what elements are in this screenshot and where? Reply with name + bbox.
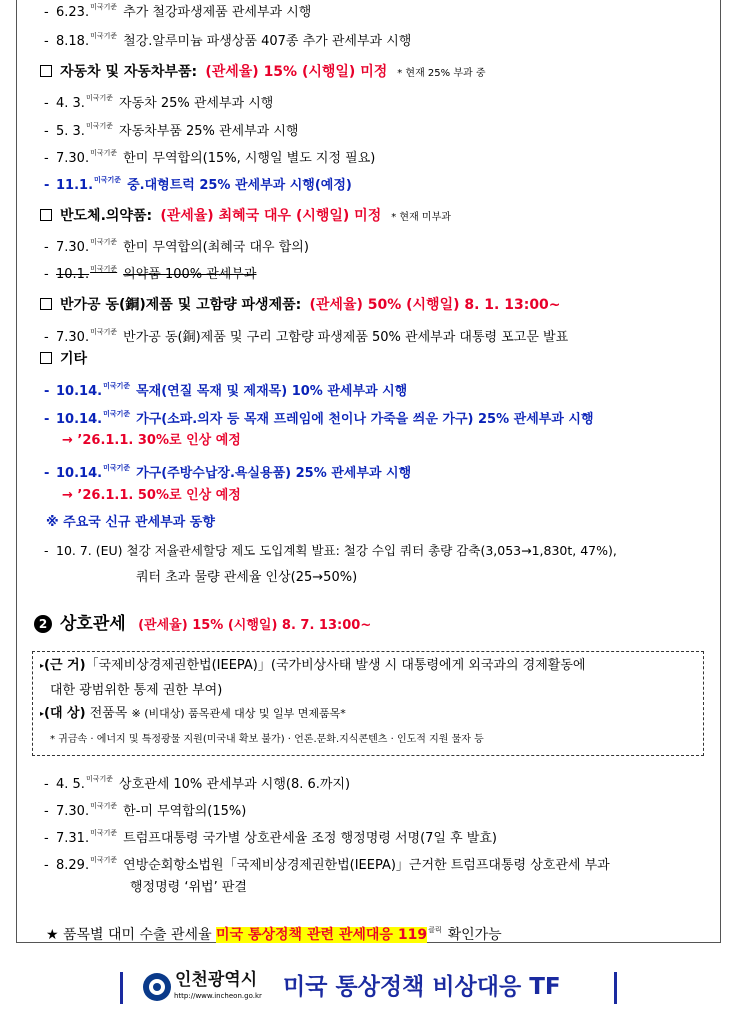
footer-bar-left	[120, 972, 123, 1004]
star-note: ★ 품목별 대미 수출 관세율 미국 통상정책 관련 관세대응 $119^{클릭}$ 확인가능	[46, 926, 502, 943]
list-item: - 7.30.$^{미국기준}$ 한미 무역합의(최혜국 대우 합의)	[44, 238, 309, 255]
list-item: - 10.1.$^{미국기준}$ 의약품 100% 관세부과	[44, 265, 257, 282]
footer-bar-right	[614, 972, 617, 1004]
list-item: - 10. 7. (EU) 철강 저율관세할당 제도 도입계획 발표: 철강 수입 쿼터 총량 감축(3,053→1,830t, 47%),	[44, 543, 617, 558]
list-item: - 10.14.$^{미국기준}$ 가구(주방수납장.욕실용품) 25% 관세부과 시행	[44, 464, 412, 481]
list-item-continuation: 쿼터 초과 물량 관세율 인상(25→50%)	[136, 570, 358, 585]
list-item: - 4. 5.$^{미국기준}$ 상호관세 10% 관세부과 시행(8. 6.까지)	[44, 775, 351, 792]
list-item: - 7.30.$^{미국기준}$ 한미 무역합의(15%, 시행일 별도 지정 필요)	[44, 149, 376, 166]
footer-banner	[0, 960, 739, 1018]
list-item: - 6.23.$^{미국기준}$ 추가 철강파생제품 관세부과 시행	[44, 3, 312, 20]
tariff-119-link[interactable]: 미국 통상정책 관련 관세대응 119	[216, 927, 428, 943]
target-line: ▸(대 상) 전품목 ※ (비대상) 품목관세 대상 및 일부 면제품목*	[40, 706, 346, 721]
list-item: - 8.29.$^{미국기준}$ 연방순회항소법원「국제비상경제권한법(IEEPA)」근거한 트럼프대통령 상호관세 부과	[44, 856, 610, 873]
org-name: 인천광역시	[175, 970, 258, 990]
section-heading-auto: 자동차 및 자동차부품: (관세율) 15% (시행일) 미정 * 현재 25% 부과 중	[40, 63, 486, 83]
list-item-note: → ’26.1.1. 30%로 인상 예정	[62, 433, 241, 448]
checkbox-square-icon	[40, 209, 52, 221]
incheon-logo-icon	[143, 973, 171, 1001]
list-item-note: → ’26.1.1. 50%로 인상 예정	[62, 488, 241, 503]
exempt-list: * 귀금속 · 에너지 및 특정광물 지원(미국내 확보 불가) · 언론.문화.지식콘텐츠 · 인도적 지원 물자 등	[50, 734, 484, 745]
basis-line-continuation: 대한 광범위한 통제 권한 부여)	[50, 683, 223, 698]
list-item: - 8.18.$^{미국기준}$ 철강.알루미늄 파생상품 407종 추가 관세부과 시행	[44, 32, 412, 49]
org-url: http://www.incheon.go.kr	[174, 992, 262, 1000]
list-item-continuation: 행정명령 ‘위법’ 판결	[130, 880, 247, 895]
section-heading-reciprocal: 2 상호관세 (관세율) 15% (시행일) 8. 7. 13:00~	[34, 613, 371, 637]
list-item: - 10.14.$^{미국기준}$ 목재(연질 목재 및 제재목) 10% 관세부과 시행	[44, 382, 408, 399]
list-item: - 4. 3.$^{미국기준}$ 자동차 25% 관세부과 시행	[44, 94, 274, 111]
list-item: - 7.30.$^{미국기준}$ 한-미 무역합의(15%)	[44, 802, 247, 819]
checkbox-square-icon	[40, 65, 52, 77]
section-heading-copper: 반가공 동(銅)제품 및 고함량 파생제품: (관세율) 50% (시행일) 8. 1. 13:00~	[40, 296, 561, 315]
section-heading-semi: 반도체.의약품: (관세율) 최혜국 대우 (시행일) 미정 * 현재 미부과	[40, 207, 451, 227]
section-heading-etc: 기타	[40, 350, 87, 369]
list-item: - 5. 3.$^{미국기준}$ 자동차부품 25% 관세부과 시행	[44, 122, 299, 139]
circled-number-two-icon: 2	[34, 615, 52, 633]
foreign-trend-heading: ※ 주요국 신규 관세부과 동향	[46, 515, 215, 530]
list-item: - 10.14.$^{미국기준}$ 가구(소파.의자 등 목재 프레임에 천이나 가죽을 씌운 가구) 25% 관세부과 시행	[44, 410, 594, 427]
tf-title: 미국 통상정책 비상대응 TF	[283, 974, 561, 1000]
checkbox-square-icon	[40, 298, 52, 310]
checkbox-square-icon	[40, 352, 52, 364]
list-item: - 7.31.$^{미국기준}$ 트럼프대통령 국가별 상호관세율 조정 행정명령 서명(7일 후 발효)	[44, 829, 497, 846]
list-item: - 11.1.$^{미국기준}$ 중.대형트럭 25% 관세부과 시행(예정)	[44, 176, 352, 193]
list-item: - 7.30.$^{미국기준}$ 반가공 동(銅)제품 및 구리 고함량 파생제품 50% 관세부과 대통령 포고문 발표	[44, 328, 569, 345]
basis-line: ▸(근 거)「국제비상경제권한법(IEEPA)」(국가비상사태 발생 시 대통령에게 외국과의 경제활동에	[40, 658, 586, 673]
